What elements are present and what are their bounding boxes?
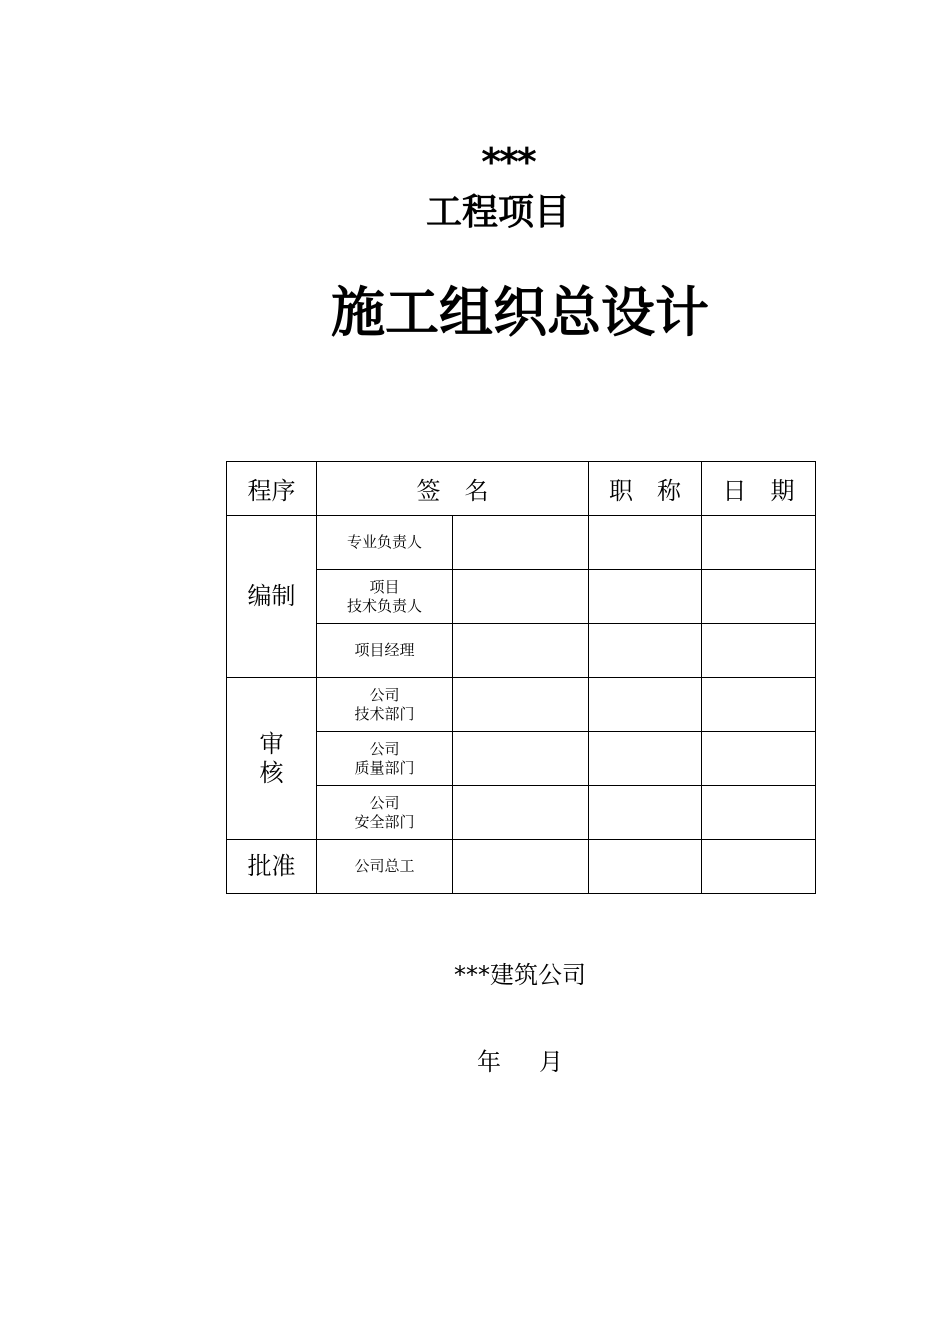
month-label: 月 xyxy=(539,1048,563,1076)
role-cell xyxy=(317,840,453,894)
header-procedure: 程序 xyxy=(227,462,317,516)
group-review xyxy=(227,678,317,840)
date-cell[interactable] xyxy=(702,732,816,786)
table-row xyxy=(227,840,816,894)
role-label: 项目经理 xyxy=(354,641,415,659)
title-cell[interactable] xyxy=(589,624,702,678)
role-label-line2: 安全部门 xyxy=(354,812,415,831)
role-cell xyxy=(317,786,453,840)
signature-cell[interactable] xyxy=(453,570,589,624)
header-date: 日 期 xyxy=(702,462,816,516)
role-label-line1: 公司 xyxy=(369,793,400,812)
date-cell[interactable] xyxy=(702,786,816,840)
role-label: 公司总工 xyxy=(354,857,415,875)
role-cell xyxy=(317,516,453,570)
group-approve: 批准 xyxy=(227,840,317,894)
project-line: 工程项目 xyxy=(425,192,570,233)
role-label-line2: 技术部门 xyxy=(354,704,415,723)
date-cell[interactable] xyxy=(702,624,816,678)
signature-table xyxy=(226,461,816,894)
group-compile: 编制 xyxy=(227,516,317,678)
signature-cell[interactable] xyxy=(453,678,589,732)
title-cell[interactable] xyxy=(589,840,702,894)
year-label: 年 xyxy=(477,1048,501,1076)
signature-cell[interactable] xyxy=(453,624,589,678)
title-cell[interactable] xyxy=(589,732,702,786)
role-label-line1: 公司 xyxy=(369,685,400,704)
role-cell xyxy=(317,678,453,732)
title-cell[interactable] xyxy=(589,786,702,840)
signature-cell[interactable] xyxy=(453,516,589,570)
group-review-line2: 核 xyxy=(259,758,284,787)
role-label-line1: 项目 xyxy=(369,577,400,596)
company-name: ***建筑公司 xyxy=(454,961,586,989)
title-cell[interactable] xyxy=(589,516,702,570)
role-cell xyxy=(317,732,453,786)
title-stars: *** xyxy=(481,140,535,184)
role-label: 专业负责人 xyxy=(346,533,422,551)
date-cell[interactable] xyxy=(702,840,816,894)
role-label-line2: 技术负责人 xyxy=(346,596,422,615)
date-line xyxy=(0,1042,950,1077)
signature-cell[interactable] xyxy=(453,732,589,786)
header-signature: 签 名 xyxy=(317,462,589,516)
group-review-line1: 审 xyxy=(259,729,284,758)
main-title: 施工组织总设计 xyxy=(331,281,709,344)
title-cell[interactable] xyxy=(589,678,702,732)
signature-cell[interactable] xyxy=(453,840,589,894)
date-cell[interactable] xyxy=(702,570,816,624)
signature-cell[interactable] xyxy=(453,786,589,840)
header-title: 职 称 xyxy=(589,462,702,516)
table-row xyxy=(227,516,816,570)
role-cell xyxy=(317,570,453,624)
role-label-line1: 公司 xyxy=(369,739,400,758)
date-cell[interactable] xyxy=(702,516,816,570)
role-label-line2: 质量部门 xyxy=(354,758,415,777)
title-cell[interactable] xyxy=(589,570,702,624)
table-row xyxy=(227,678,816,732)
date-cell[interactable] xyxy=(702,678,816,732)
table-header-row xyxy=(227,462,816,516)
role-cell xyxy=(317,624,453,678)
